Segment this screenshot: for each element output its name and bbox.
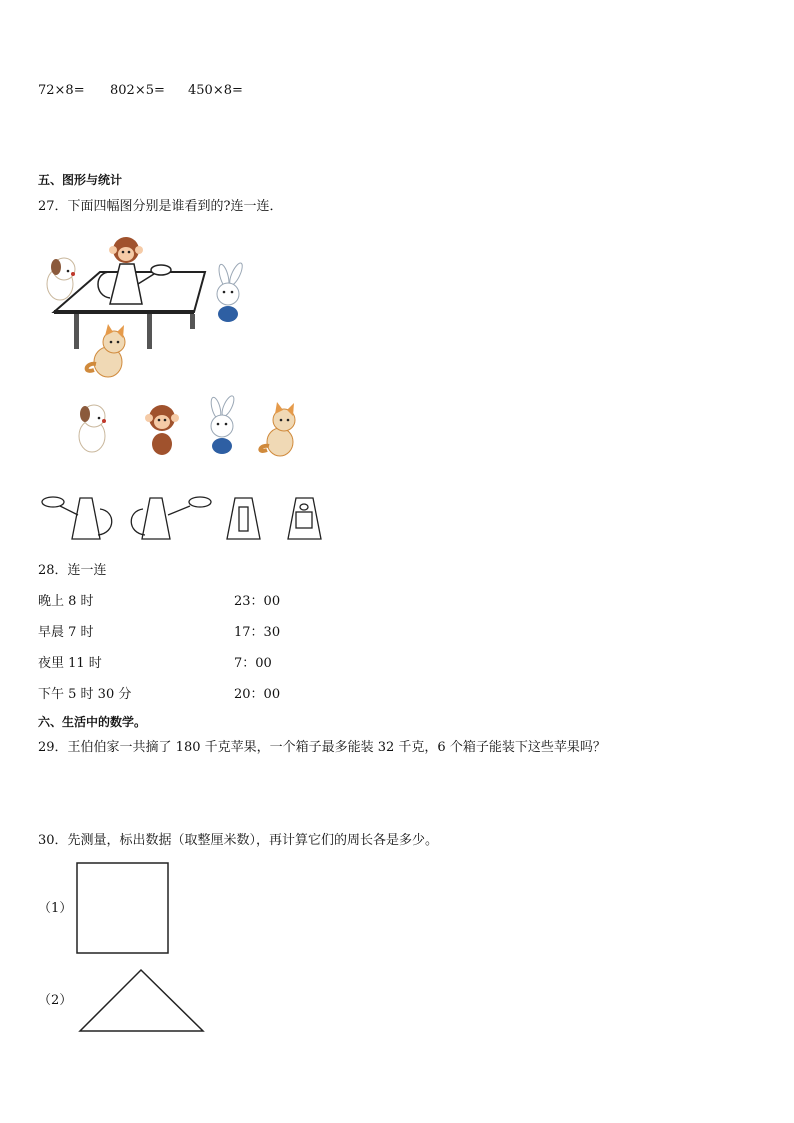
time-phrase: 下午 5 时 30 分 <box>38 687 132 702</box>
square-figure <box>76 862 170 954</box>
clock-time: 23：00 <box>234 594 281 609</box>
kettle-view-4 <box>288 498 321 539</box>
dog-icon <box>47 258 75 300</box>
section-heading: 五、图形与统计 <box>38 173 123 187</box>
time-phrase: 晚上 8 时 <box>38 594 94 609</box>
question-30: 30．先测量，标出数据（取整厘米数），再计算它们的周长各是多少。 <box>38 833 439 848</box>
clock-time: 17：30 <box>234 625 281 640</box>
clock-time: 20：00 <box>234 687 281 702</box>
question-28: 28．连一连 <box>38 563 107 578</box>
rabbit-icon <box>209 394 236 454</box>
cat-icon <box>87 324 125 377</box>
section-heading: 六、生活中的数学。 <box>38 715 147 729</box>
clock-time: 7：00 <box>234 656 272 671</box>
monkey-icon <box>109 237 143 263</box>
figure-label: （1） <box>38 901 73 916</box>
animal-row <box>72 400 312 460</box>
triangle-figure <box>78 968 206 1034</box>
kettle-view-2 <box>131 497 211 539</box>
kettle-views <box>40 493 340 543</box>
time-phrase: 早晨 7 时 <box>38 625 94 640</box>
calc-item: 802×5= <box>110 83 165 98</box>
kettle-view-3 <box>227 498 260 539</box>
dog-icon <box>79 405 106 452</box>
question-27: 27．下面四幅图分别是谁看到的?连一连． <box>38 199 283 214</box>
calc-item: 450×8= <box>188 83 243 98</box>
kettle-view-1 <box>42 497 112 539</box>
figure-label: （2） <box>38 993 73 1008</box>
q27-scene <box>42 234 252 379</box>
time-phrase: 夜里 11 时 <box>38 656 102 671</box>
calc-row <box>38 83 243 99</box>
rabbit-icon <box>217 261 245 322</box>
cat-icon <box>260 402 295 456</box>
question-29: 29．王伯伯家一共摘了 180 千克苹果，一个箱子最多能装 32 千克，6 个箱子能装下这些苹果吗？ <box>38 740 606 755</box>
calc-item: 72×8= <box>38 83 85 98</box>
monkey-icon <box>145 405 179 455</box>
